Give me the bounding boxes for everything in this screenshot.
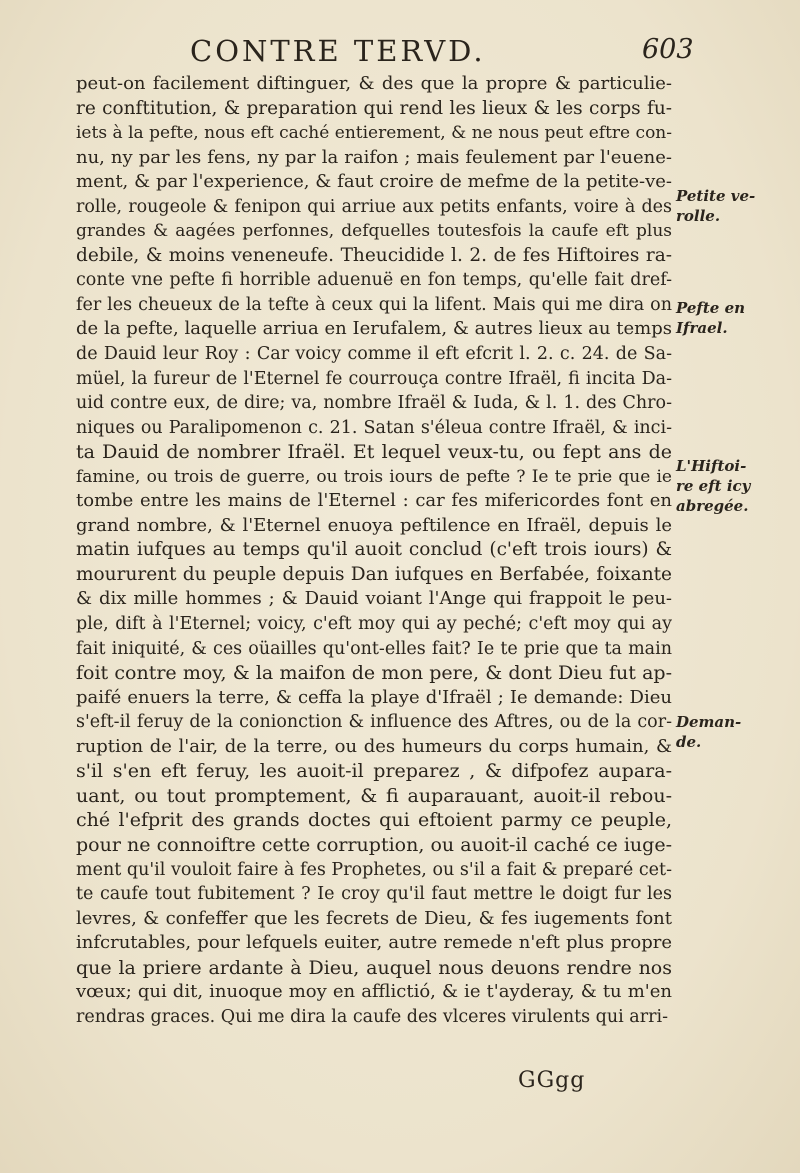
- body-line: iets à la pefte, nous eft caché entierement, & ne nous peut eftre con-: [76, 123, 672, 144]
- body-line: ta Dauid de nombrer Ifraël. Et lequel veux-tu, ou fept ans de: [76, 441, 672, 464]
- body-line: de Dauid leur Roy : Car voicy comme il eft efcrit l. 2. c. 24. de Sa-: [76, 344, 672, 365]
- body-line: levres, & confeffer que les fecrets de Dieu, & fes iugements font: [76, 907, 672, 929]
- body-line: grandes & aagées perfonnes, defquelles toutesfois la caufe eft plus: [76, 221, 672, 242]
- body-line: ment, & par l'experience, & faut croire de mefme de la petite-ve-: [76, 171, 672, 193]
- margin-note-line: rolle.: [676, 207, 721, 225]
- body-text: [76, 72, 672, 1029]
- body-line: uid contre eux, de dire; va, nombre Ifraël & Iuda, & l. 1. des Chro-: [76, 393, 672, 414]
- body-line: peut-on facilement diftinguer, & des que la propre & particulie-: [76, 73, 672, 94]
- body-line: conte vne pefte fi horrible aduenuë en fon temps, qu'elle fait dref-: [76, 270, 672, 291]
- body-line: uant, ou tout promptement, & fi auparauant, auoit-il rebou-: [76, 784, 672, 807]
- body-line: vœux; qui dit, inuoque moy en afflictió, & ie t'ayderay, & tu m'en: [76, 981, 672, 1003]
- margin-note-line: re eft icy: [676, 477, 751, 495]
- body-line: & dix mille hommes ; & Dauid voiant l'Ange qui frappoit le peu-: [76, 588, 672, 610]
- body-line: debile, & moins veneneufe. Theucidide l. 2. de fes Hiftoires ra-: [76, 244, 672, 266]
- body-line: re conftitution, & preparation qui rend les lieux & les corps fu-: [76, 97, 672, 119]
- body-line: s'eft-il feruy de la conionction & influence des Aftres, ou de la cor-: [76, 712, 672, 733]
- page-number: 603: [642, 34, 694, 65]
- body-line: te caufe tout fubitement ? Ie croy qu'il faut mettre le doigt fur les: [76, 884, 672, 905]
- margin-note-demande: [676, 712, 796, 752]
- body-line: ruption de l'air, de la terre, ou des humeurs du corps humain, &: [76, 735, 672, 757]
- margin-note-line: Ifrael.: [676, 319, 728, 337]
- body-line: rolle, rougeole & fenipon qui arriue aux petits enfants, voire à des: [76, 196, 672, 217]
- body-line: infcrutables, pour lefquels euiter, autre remede n'eft plus propre: [76, 932, 672, 954]
- body-line: pour ne connoiftre cette corruption, ou auoit-il caché ce iuge-: [76, 833, 672, 856]
- body-line: ment qu'il vouloit faire à fes Prophetes, ou s'il a fait & preparé cet-: [76, 859, 672, 880]
- body-line: tombe entre les mains de l'Eternel : car fes mifericordes font en: [76, 490, 672, 512]
- body-line: fait iniquité, & ces oüailles qu'ont-elles fait? Ie te prie que ta main: [76, 638, 672, 659]
- body-line: ché l'efprit des grands doctes qui eftoient parmy ce peuple,: [76, 809, 672, 832]
- body-line: müel, la fureur de l'Eternel fe courrouça contre Ifraël, fi incita Da-: [76, 368, 672, 389]
- body-line: paifé enuers la terre, & ceffa la playe d'Ifraël ; Ie demande: Dieu: [76, 686, 672, 708]
- signature-mark: GGgg: [518, 1068, 586, 1093]
- body-line: famine, ou trois de guerre, ou trois iours de pefte ? Ie te prie que ie: [76, 466, 672, 487]
- body-line: nu, ny par les fens, ny par la raifon ; mais feulement par l'euene-: [76, 146, 672, 168]
- margin-note-line: Petite ve-: [676, 187, 756, 205]
- margin-note-peste-israel: [676, 298, 796, 338]
- body-line: ple, dift à l'Eternel; voicy, c'eft moy qui ay peché; c'eft moy qui ay: [76, 614, 672, 635]
- margin-note-line: abregée.: [676, 497, 749, 515]
- body-line: rendras graces. Qui me dira la caufe des vlceres virulents qui arri-: [76, 1006, 668, 1027]
- body-line: fer les cheueux de la tefte à ceux qui la lifent. Mais qui me dira on: [76, 294, 672, 315]
- margin-note-histoire-abregee: [676, 456, 796, 516]
- body-line: niques ou Paralipomenon c. 21. Satan s'éleua contre Ifraël, & inci-: [76, 417, 672, 438]
- body-line: foit contre moy, & la maifon de mon pere, & dont Dieu fut ap-: [76, 662, 672, 685]
- body-line: que la priere ardante à Dieu, auquel nous deuons rendre nos: [76, 956, 672, 979]
- body-line: s'il s'en eft feruy, les auoit-il preparez , & difpofez aupara-: [76, 760, 672, 783]
- margin-note-line: de.: [676, 733, 702, 751]
- body-line: grand nombre, & l'Eternel enuoya peftilence en Ifraël, depuis le: [76, 514, 672, 536]
- margin-note-line: Deman-: [676, 713, 742, 731]
- running-title: CONTRE TERVD.: [190, 34, 486, 68]
- body-line: matin iufques au temps qu'il auoit conclud (c'eft trois iours) &: [76, 539, 672, 561]
- body-line: de la pefte, laquelle arriua en Ierufalem, & autres lieux au temps: [76, 318, 672, 340]
- body-line: moururent du peuple depuis Dan iufques en Berfabée, foixante: [76, 563, 672, 585]
- page-header: [0, 28, 800, 72]
- margin-note-line: Pefte en: [676, 299, 746, 317]
- margin-note-petite-verolle: [676, 186, 796, 226]
- margin-note-line: L'Hiftoi-: [676, 457, 747, 475]
